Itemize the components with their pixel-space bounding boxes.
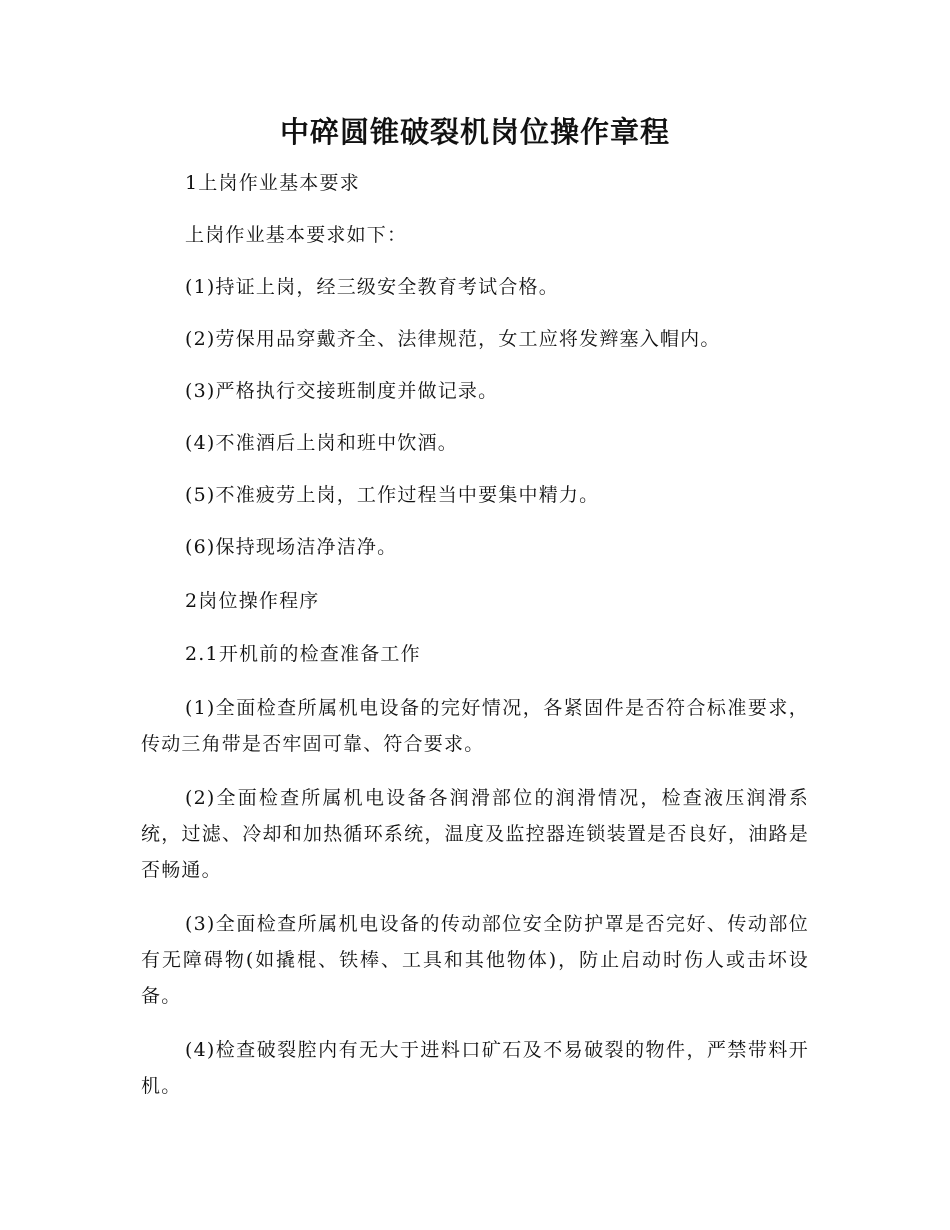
paragraph: 上岗作业基本要求如下： xyxy=(185,224,408,246)
list-item: (6)保持现场洁净洁净。 xyxy=(185,536,398,558)
list-item: (3)严格执行交接班制度并做记录。 xyxy=(185,380,499,402)
list-item: (4)不准酒后上岗和班中饮酒。 xyxy=(185,432,458,454)
list-item: (5)不准疲劳上岗，工作过程当中要集中精力。 xyxy=(185,484,600,506)
list-item: (2)劳保用品穿戴齐全、法律规范，女工应将发辫塞入帽内。 xyxy=(185,328,721,350)
document-title: 中碎圆锥破裂机岗位操作章程 xyxy=(279,115,670,149)
section-heading: 2岗位操作程序 xyxy=(185,590,320,612)
list-item: (1)全面检查所属机电设备的完好情况，各紧固件是否符合标准要求，传动三角带是否牢固可靠、符合要求。 xyxy=(141,697,809,755)
list-item: (4)检查破裂腔内有无大于进料口矿石及不易破裂的物件，严禁带料开机。 xyxy=(141,1039,809,1097)
list-item: (3)全面检查所属机电设备的传动部位安全防护罩是否完好、传动部位有无障碍物(如撬棍、铁棒、工具和其他物体)，防止启动时伤人或击坏设备。 xyxy=(141,913,809,1007)
list-item: (1)持证上岗，经三级安全教育考试合格。 xyxy=(185,276,559,298)
list-item: (2)全面检查所属机电设备各润滑部位的润滑情况，检查液压润滑系统，过滤、冷却和加热循环系统，温度及监控器连锁装置是否良好，油路是否畅通。 xyxy=(141,787,809,881)
subsection-heading: 2.1开机前的检查准备工作 xyxy=(185,643,421,665)
section-heading: 1上岗作业基本要求 xyxy=(185,172,360,194)
